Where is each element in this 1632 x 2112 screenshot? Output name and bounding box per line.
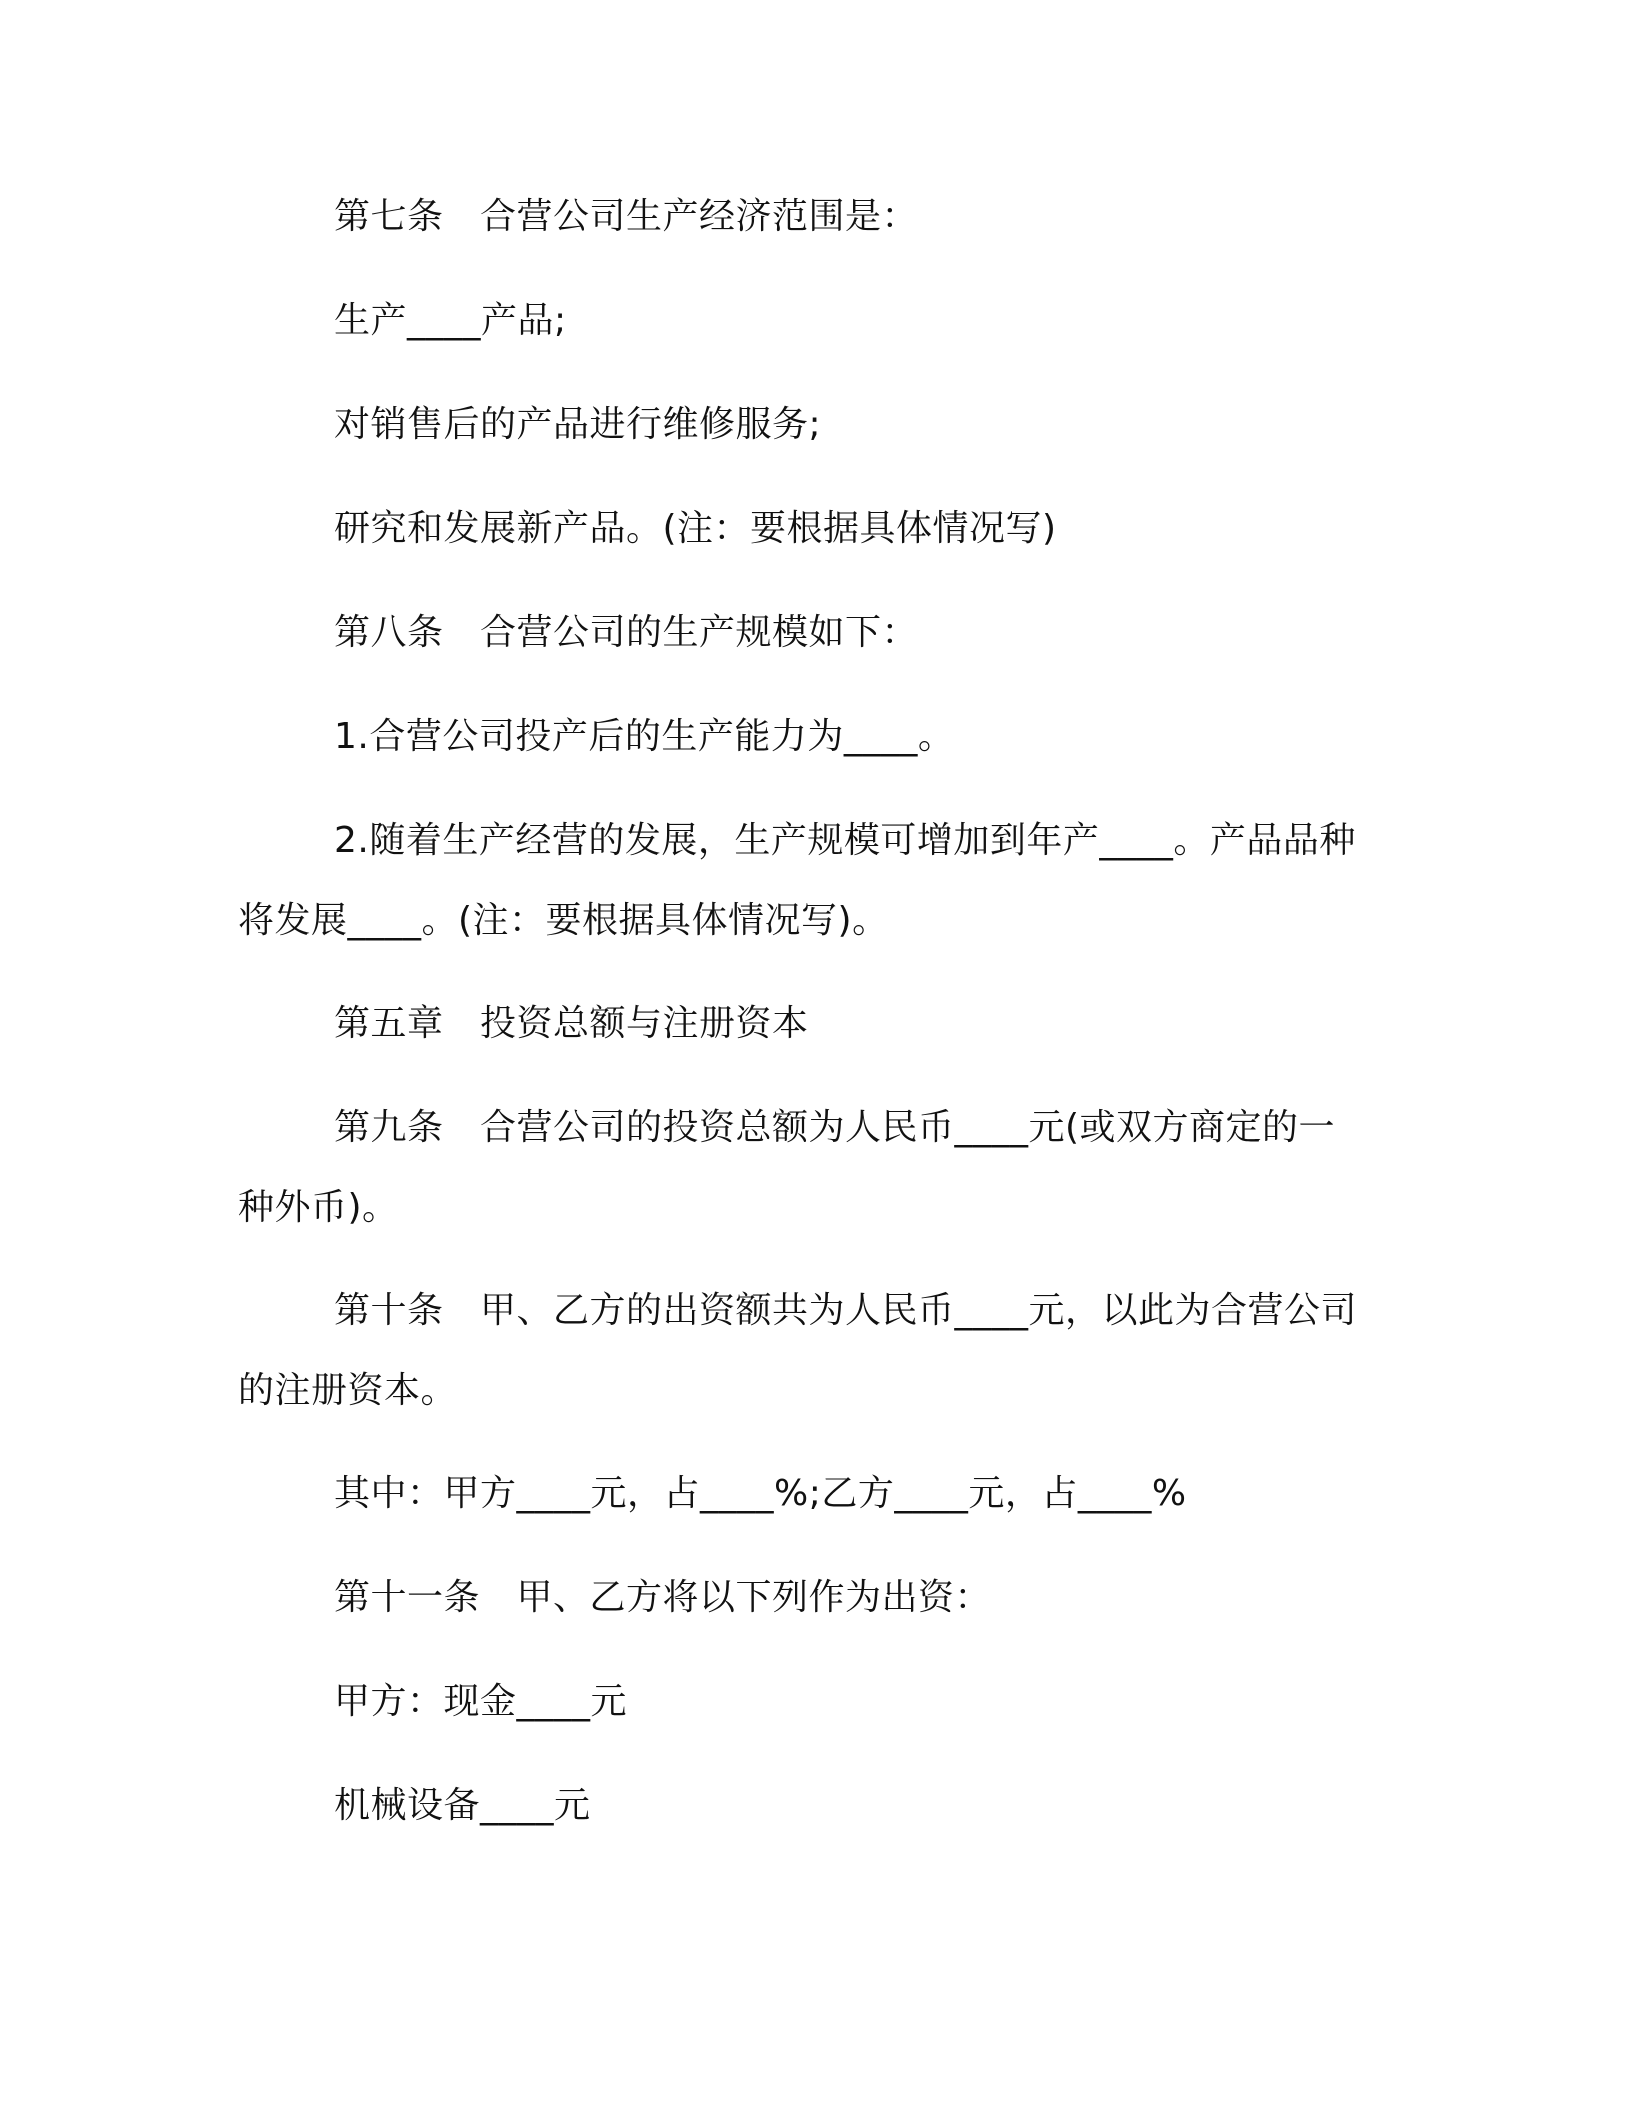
text-line: 研究和发展新产品。(注：要根据具体情况写) <box>334 508 1057 549</box>
article-9 <box>238 1088 1388 1248</box>
text-line: 将发展____。(注：要根据具体情况写)。 <box>238 900 889 941</box>
text-line: 第十条 甲、乙方的出资额共为人民币____元，以此为合营公司 <box>334 1290 1358 1331</box>
article-10 <box>238 1271 1388 1431</box>
rnd-line <box>238 489 1388 569</box>
text-line: 第九条 合营公司的投资总额为人民币____元(或双方商定的一 <box>334 1107 1336 1148</box>
article-7-heading <box>238 177 1388 257</box>
capital-split-line <box>238 1454 1388 1534</box>
text-line: 第五章 投资总额与注册资本 <box>334 1003 809 1044</box>
text-line: 1.合营公司投产后的生产能力为____。 <box>334 716 955 757</box>
machinery-line <box>238 1766 1388 1846</box>
text-line: 甲方：现金____元 <box>334 1681 628 1722</box>
repair-service-line <box>238 385 1388 465</box>
text-line: 机械设备____元 <box>334 1785 591 1826</box>
capacity-item-2 <box>238 801 1388 961</box>
text-line: 的注册资本。 <box>238 1370 458 1411</box>
text-line: 第七条 合营公司生产经济范围是： <box>334 196 919 237</box>
text-line: 2.随着生产经营的发展，生产规模可增加到年产____。产品品种 <box>334 820 1356 861</box>
chapter-5-heading <box>238 984 1388 1064</box>
article-8-heading <box>238 593 1388 673</box>
text-line: 第十一条 甲、乙方将以下列作为出资： <box>334 1577 992 1618</box>
text-line: 第八条 合营公司的生产规模如下： <box>334 612 919 653</box>
text-line: 生产____产品; <box>334 300 567 341</box>
text-line: 其中：甲方____元，占____%;乙方____元，占____% <box>334 1473 1187 1514</box>
production-product-line <box>238 281 1388 361</box>
article-11-heading <box>238 1558 1388 1638</box>
capacity-item-1 <box>238 697 1388 777</box>
party-a-cash-line <box>238 1662 1388 1742</box>
text-line: 对销售后的产品进行维修服务; <box>334 404 822 445</box>
text-line: 种外币)。 <box>238 1187 399 1228</box>
